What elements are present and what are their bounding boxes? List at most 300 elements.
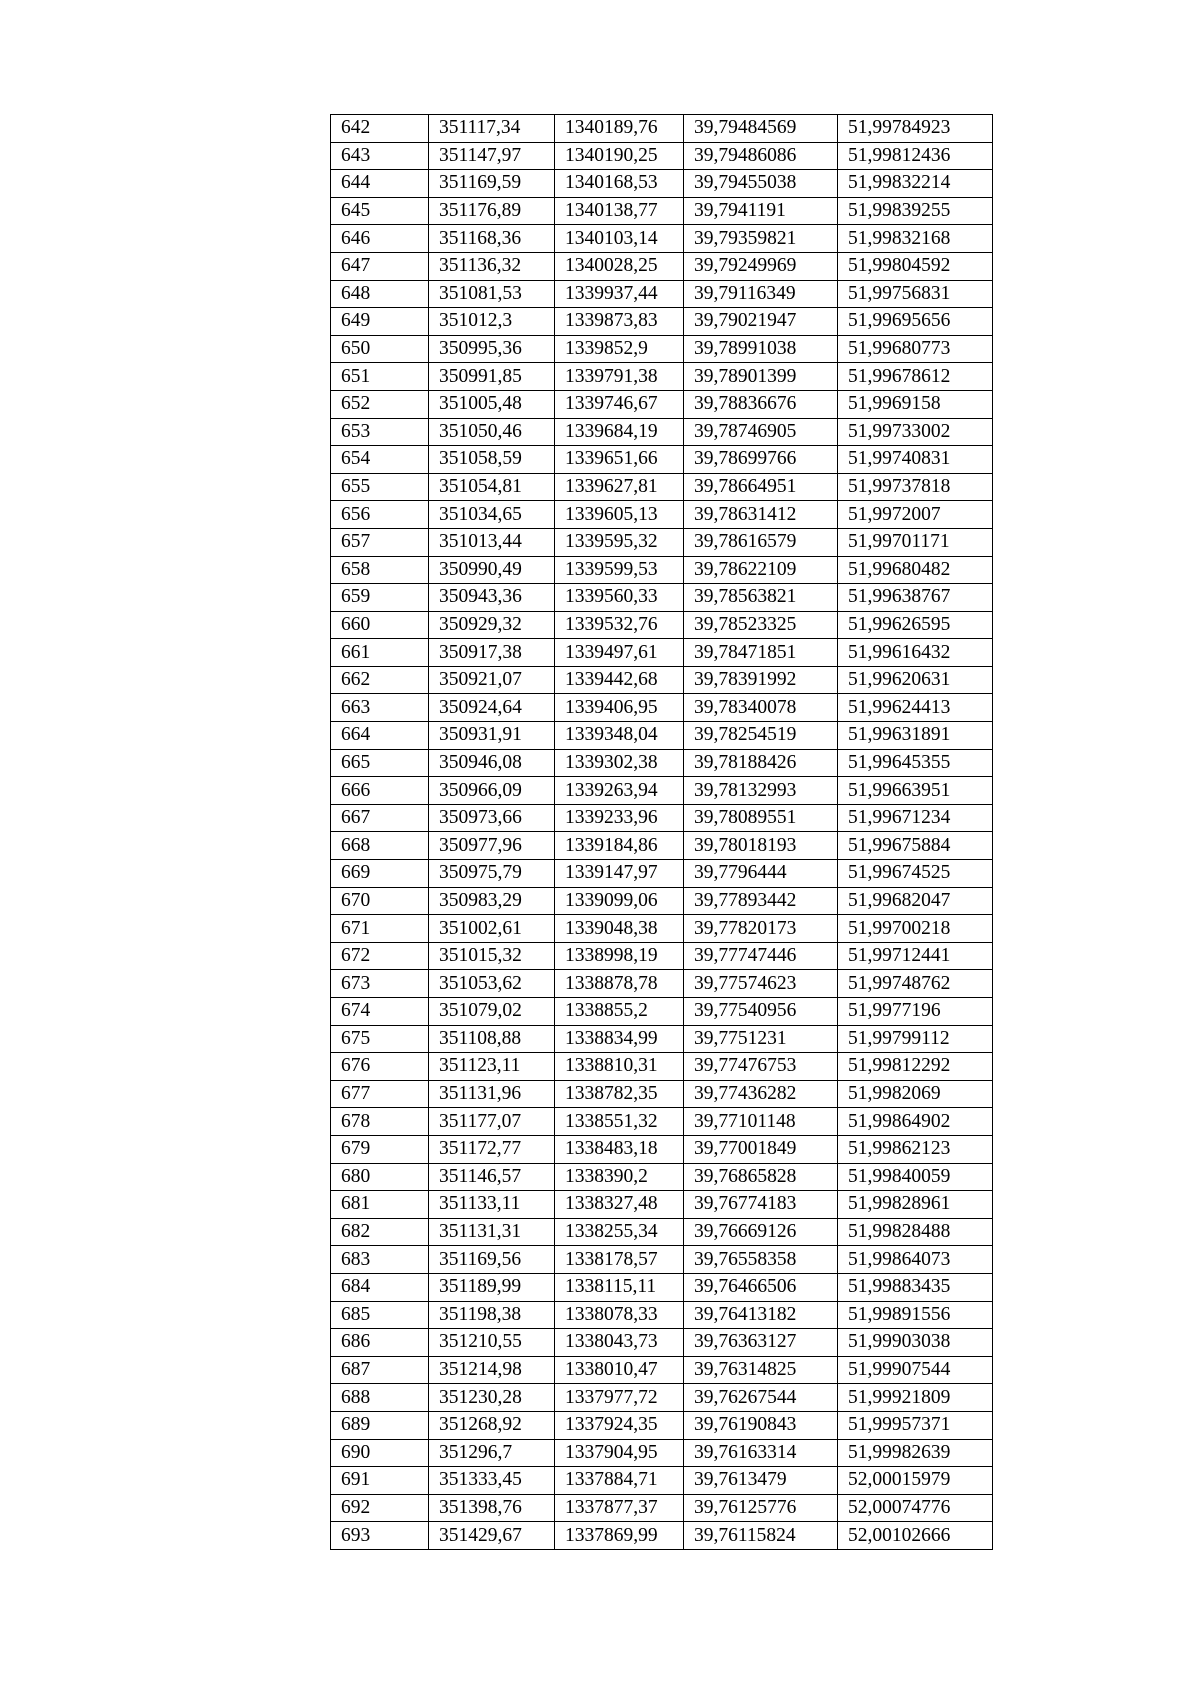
point-number-cell: 690 xyxy=(331,1439,429,1467)
table-row xyxy=(331,1384,993,1412)
longitude-cell: 39,78631412 xyxy=(684,501,838,529)
longitude-cell: 39,7751231 xyxy=(684,1025,838,1053)
table-row xyxy=(331,1135,993,1163)
latitude-cell: 52,00102666 xyxy=(838,1522,993,1550)
point-number-cell: 689 xyxy=(331,1411,429,1439)
table-row xyxy=(331,1494,993,1522)
point-number-cell: 678 xyxy=(331,1108,429,1136)
longitude-cell: 39,77101148 xyxy=(684,1108,838,1136)
longitude-cell: 39,78622109 xyxy=(684,556,838,584)
table-row xyxy=(331,418,993,446)
longitude-cell: 39,77001849 xyxy=(684,1135,838,1163)
point-number-cell: 646 xyxy=(331,225,429,253)
longitude-cell: 39,78132993 xyxy=(684,777,838,805)
latitude-cell: 51,99695656 xyxy=(838,308,993,336)
longitude-cell: 39,77820173 xyxy=(684,915,838,943)
y-coordinate-cell: 1339263,94 xyxy=(555,777,684,805)
latitude-cell: 51,99674525 xyxy=(838,860,993,888)
y-coordinate-cell: 1338390,2 xyxy=(555,1163,684,1191)
x-coordinate-cell: 351169,59 xyxy=(429,170,555,198)
x-coordinate-cell: 351133,11 xyxy=(429,1191,555,1219)
point-number-cell: 644 xyxy=(331,170,429,198)
y-coordinate-cell: 1338043,73 xyxy=(555,1329,684,1357)
latitude-cell: 51,99840059 xyxy=(838,1163,993,1191)
point-number-cell: 660 xyxy=(331,611,429,639)
point-number-cell: 691 xyxy=(331,1467,429,1495)
y-coordinate-cell: 1339560,33 xyxy=(555,584,684,612)
latitude-cell: 51,99616432 xyxy=(838,639,993,667)
y-coordinate-cell: 1339532,76 xyxy=(555,611,684,639)
longitude-cell: 39,77436282 xyxy=(684,1080,838,1108)
x-coordinate-cell: 351058,59 xyxy=(429,446,555,474)
y-coordinate-cell: 1340189,76 xyxy=(555,115,684,143)
longitude-cell: 39,79359821 xyxy=(684,225,838,253)
y-coordinate-cell: 1338782,35 xyxy=(555,1080,684,1108)
y-coordinate-cell: 1337924,35 xyxy=(555,1411,684,1439)
y-coordinate-cell: 1339791,38 xyxy=(555,363,684,391)
y-coordinate-cell: 1339627,81 xyxy=(555,473,684,501)
table-row xyxy=(331,777,993,805)
latitude-cell: 51,99671234 xyxy=(838,804,993,832)
longitude-cell: 39,76413182 xyxy=(684,1301,838,1329)
latitude-cell: 51,99784923 xyxy=(838,115,993,143)
table-row xyxy=(331,584,993,612)
table-row xyxy=(331,1467,993,1495)
x-coordinate-cell: 351131,96 xyxy=(429,1080,555,1108)
point-number-cell: 692 xyxy=(331,1494,429,1522)
table-row xyxy=(331,252,993,280)
point-number-cell: 663 xyxy=(331,694,429,722)
table-row xyxy=(331,666,993,694)
table-row xyxy=(331,722,993,750)
longitude-cell: 39,76774183 xyxy=(684,1191,838,1219)
point-number-cell: 677 xyxy=(331,1080,429,1108)
latitude-cell: 51,99626595 xyxy=(838,611,993,639)
y-coordinate-cell: 1340168,53 xyxy=(555,170,684,198)
latitude-cell: 51,99812292 xyxy=(838,1053,993,1081)
point-number-cell: 693 xyxy=(331,1522,429,1550)
x-coordinate-cell: 351429,67 xyxy=(429,1522,555,1550)
table-row xyxy=(331,501,993,529)
latitude-cell: 51,99828961 xyxy=(838,1191,993,1219)
x-coordinate-cell: 351123,11 xyxy=(429,1053,555,1081)
table-row xyxy=(331,115,993,143)
x-coordinate-cell: 350931,91 xyxy=(429,722,555,750)
latitude-cell: 51,99638767 xyxy=(838,584,993,612)
latitude-cell: 51,99740831 xyxy=(838,446,993,474)
longitude-cell: 39,76466506 xyxy=(684,1273,838,1301)
latitude-cell: 51,99804592 xyxy=(838,252,993,280)
point-number-cell: 682 xyxy=(331,1218,429,1246)
x-coordinate-cell: 350977,96 xyxy=(429,832,555,860)
x-coordinate-cell: 350991,85 xyxy=(429,363,555,391)
longitude-cell: 39,77574623 xyxy=(684,970,838,998)
y-coordinate-cell: 1339048,38 xyxy=(555,915,684,943)
latitude-cell: 51,9982069 xyxy=(838,1080,993,1108)
x-coordinate-cell: 351005,48 xyxy=(429,390,555,418)
y-coordinate-cell: 1338483,18 xyxy=(555,1135,684,1163)
x-coordinate-cell: 351015,32 xyxy=(429,942,555,970)
x-coordinate-cell: 351398,76 xyxy=(429,1494,555,1522)
point-number-cell: 672 xyxy=(331,942,429,970)
y-coordinate-cell: 1337977,72 xyxy=(555,1384,684,1412)
y-coordinate-cell: 1338551,32 xyxy=(555,1108,684,1136)
y-coordinate-cell: 1338115,11 xyxy=(555,1273,684,1301)
table-row xyxy=(331,860,993,888)
table-row xyxy=(331,390,993,418)
point-number-cell: 681 xyxy=(331,1191,429,1219)
point-number-cell: 642 xyxy=(331,115,429,143)
latitude-cell: 51,99921809 xyxy=(838,1384,993,1412)
table-row xyxy=(331,363,993,391)
latitude-cell: 51,99883435 xyxy=(838,1273,993,1301)
x-coordinate-cell: 350983,29 xyxy=(429,887,555,915)
point-number-cell: 662 xyxy=(331,666,429,694)
table-row xyxy=(331,1273,993,1301)
latitude-cell: 51,99891556 xyxy=(838,1301,993,1329)
y-coordinate-cell: 1339497,61 xyxy=(555,639,684,667)
latitude-cell: 52,00074776 xyxy=(838,1494,993,1522)
table-row xyxy=(331,197,993,225)
x-coordinate-cell: 350921,07 xyxy=(429,666,555,694)
latitude-cell: 51,99680482 xyxy=(838,556,993,584)
longitude-cell: 39,78089551 xyxy=(684,804,838,832)
longitude-cell: 39,78018193 xyxy=(684,832,838,860)
y-coordinate-cell: 1337904,95 xyxy=(555,1439,684,1467)
point-number-cell: 664 xyxy=(331,722,429,750)
table-row xyxy=(331,970,993,998)
y-coordinate-cell: 1338810,31 xyxy=(555,1053,684,1081)
y-coordinate-cell: 1340190,25 xyxy=(555,142,684,170)
point-number-cell: 688 xyxy=(331,1384,429,1412)
point-number-cell: 656 xyxy=(331,501,429,529)
y-coordinate-cell: 1338255,34 xyxy=(555,1218,684,1246)
table-row xyxy=(331,1411,993,1439)
x-coordinate-cell: 351053,62 xyxy=(429,970,555,998)
x-coordinate-cell: 351117,34 xyxy=(429,115,555,143)
x-coordinate-cell: 350973,66 xyxy=(429,804,555,832)
y-coordinate-cell: 1338327,48 xyxy=(555,1191,684,1219)
x-coordinate-cell: 350943,36 xyxy=(429,584,555,612)
table-row xyxy=(331,1218,993,1246)
point-number-cell: 665 xyxy=(331,749,429,777)
y-coordinate-cell: 1339684,19 xyxy=(555,418,684,446)
point-number-cell: 647 xyxy=(331,252,429,280)
latitude-cell: 51,99712441 xyxy=(838,942,993,970)
y-coordinate-cell: 1339302,38 xyxy=(555,749,684,777)
table-row xyxy=(331,1080,993,1108)
longitude-cell: 39,7613479 xyxy=(684,1467,838,1495)
y-coordinate-cell: 1339873,83 xyxy=(555,308,684,336)
longitude-cell: 39,76190843 xyxy=(684,1411,838,1439)
latitude-cell: 51,99700218 xyxy=(838,915,993,943)
y-coordinate-cell: 1340103,14 xyxy=(555,225,684,253)
longitude-cell: 39,76558358 xyxy=(684,1246,838,1274)
latitude-cell: 51,99624413 xyxy=(838,694,993,722)
longitude-cell: 39,78391992 xyxy=(684,666,838,694)
point-number-cell: 669 xyxy=(331,860,429,888)
x-coordinate-cell: 351050,46 xyxy=(429,418,555,446)
longitude-cell: 39,78616579 xyxy=(684,528,838,556)
x-coordinate-cell: 351176,89 xyxy=(429,197,555,225)
point-number-cell: 650 xyxy=(331,335,429,363)
table-row xyxy=(331,225,993,253)
x-coordinate-cell: 351296,7 xyxy=(429,1439,555,1467)
longitude-cell: 39,76115824 xyxy=(684,1522,838,1550)
latitude-cell: 51,99812436 xyxy=(838,142,993,170)
longitude-cell: 39,78471851 xyxy=(684,639,838,667)
latitude-cell: 51,99832168 xyxy=(838,225,993,253)
table-row xyxy=(331,749,993,777)
y-coordinate-cell: 1338855,2 xyxy=(555,998,684,1026)
point-number-cell: 654 xyxy=(331,446,429,474)
x-coordinate-cell: 351131,31 xyxy=(429,1218,555,1246)
longitude-cell: 39,78664951 xyxy=(684,473,838,501)
table-row xyxy=(331,170,993,198)
longitude-cell: 39,7941191 xyxy=(684,197,838,225)
table-row xyxy=(331,1025,993,1053)
latitude-cell: 51,99663951 xyxy=(838,777,993,805)
x-coordinate-cell: 351177,07 xyxy=(429,1108,555,1136)
point-number-cell: 645 xyxy=(331,197,429,225)
table-row xyxy=(331,1522,993,1550)
latitude-cell: 51,99675884 xyxy=(838,832,993,860)
y-coordinate-cell: 1339233,96 xyxy=(555,804,684,832)
longitude-cell: 39,76669126 xyxy=(684,1218,838,1246)
y-coordinate-cell: 1339184,86 xyxy=(555,832,684,860)
x-coordinate-cell: 351013,44 xyxy=(429,528,555,556)
point-number-cell: 674 xyxy=(331,998,429,1026)
point-number-cell: 661 xyxy=(331,639,429,667)
latitude-cell: 51,99620631 xyxy=(838,666,993,694)
y-coordinate-cell: 1337877,37 xyxy=(555,1494,684,1522)
table-row xyxy=(331,942,993,970)
longitude-cell: 39,76865828 xyxy=(684,1163,838,1191)
latitude-cell: 51,99903038 xyxy=(838,1329,993,1357)
x-coordinate-cell: 351169,56 xyxy=(429,1246,555,1274)
longitude-cell: 39,78991038 xyxy=(684,335,838,363)
x-coordinate-cell: 350995,36 xyxy=(429,335,555,363)
table-row xyxy=(331,1356,993,1384)
longitude-cell: 39,78563821 xyxy=(684,584,838,612)
table-row xyxy=(331,887,993,915)
latitude-cell: 51,99631891 xyxy=(838,722,993,750)
longitude-cell: 39,77893442 xyxy=(684,887,838,915)
latitude-cell: 51,99756831 xyxy=(838,280,993,308)
longitude-cell: 39,78699766 xyxy=(684,446,838,474)
latitude-cell: 51,99682047 xyxy=(838,887,993,915)
longitude-cell: 39,77476753 xyxy=(684,1053,838,1081)
latitude-cell: 51,99982639 xyxy=(838,1439,993,1467)
latitude-cell: 51,99864073 xyxy=(838,1246,993,1274)
latitude-cell: 51,99701171 xyxy=(838,528,993,556)
table-row xyxy=(331,280,993,308)
point-number-cell: 683 xyxy=(331,1246,429,1274)
point-number-cell: 670 xyxy=(331,887,429,915)
point-number-cell: 673 xyxy=(331,970,429,998)
point-number-cell: 687 xyxy=(331,1356,429,1384)
latitude-cell: 51,99832214 xyxy=(838,170,993,198)
longitude-cell: 39,79455038 xyxy=(684,170,838,198)
table-row xyxy=(331,611,993,639)
x-coordinate-cell: 350929,32 xyxy=(429,611,555,639)
point-number-cell: 671 xyxy=(331,915,429,943)
table-row xyxy=(331,1191,993,1219)
table-row xyxy=(331,1053,993,1081)
table-row xyxy=(331,142,993,170)
point-number-cell: 659 xyxy=(331,584,429,612)
longitude-cell: 39,77540956 xyxy=(684,998,838,1026)
y-coordinate-cell: 1337884,71 xyxy=(555,1467,684,1495)
point-number-cell: 651 xyxy=(331,363,429,391)
y-coordinate-cell: 1338834,99 xyxy=(555,1025,684,1053)
latitude-cell: 51,99828488 xyxy=(838,1218,993,1246)
longitude-cell: 39,76163314 xyxy=(684,1439,838,1467)
x-coordinate-cell: 351268,92 xyxy=(429,1411,555,1439)
x-coordinate-cell: 351172,77 xyxy=(429,1135,555,1163)
longitude-cell: 39,78523325 xyxy=(684,611,838,639)
longitude-cell: 39,76363127 xyxy=(684,1329,838,1357)
y-coordinate-cell: 1339605,13 xyxy=(555,501,684,529)
point-number-cell: 643 xyxy=(331,142,429,170)
x-coordinate-cell: 350924,64 xyxy=(429,694,555,722)
point-number-cell: 685 xyxy=(331,1301,429,1329)
latitude-cell: 51,99864902 xyxy=(838,1108,993,1136)
latitude-cell: 51,99839255 xyxy=(838,197,993,225)
y-coordinate-cell: 1339147,97 xyxy=(555,860,684,888)
longitude-cell: 39,78188426 xyxy=(684,749,838,777)
coordinates-table-body xyxy=(331,115,993,1550)
y-coordinate-cell: 1339599,53 xyxy=(555,556,684,584)
table-row xyxy=(331,335,993,363)
longitude-cell: 39,78340078 xyxy=(684,694,838,722)
y-coordinate-cell: 1338998,19 xyxy=(555,942,684,970)
y-coordinate-cell: 1338010,47 xyxy=(555,1356,684,1384)
longitude-cell: 39,78254519 xyxy=(684,722,838,750)
table-row xyxy=(331,832,993,860)
latitude-cell: 51,99799112 xyxy=(838,1025,993,1053)
longitude-cell: 39,78836676 xyxy=(684,390,838,418)
y-coordinate-cell: 1339099,06 xyxy=(555,887,684,915)
table-row xyxy=(331,446,993,474)
longitude-cell: 39,7796444 xyxy=(684,860,838,888)
point-number-cell: 668 xyxy=(331,832,429,860)
y-coordinate-cell: 1337869,99 xyxy=(555,1522,684,1550)
y-coordinate-cell: 1339595,32 xyxy=(555,528,684,556)
point-number-cell: 667 xyxy=(331,804,429,832)
y-coordinate-cell: 1339651,66 xyxy=(555,446,684,474)
x-coordinate-cell: 351108,88 xyxy=(429,1025,555,1053)
point-number-cell: 658 xyxy=(331,556,429,584)
x-coordinate-cell: 350917,38 xyxy=(429,639,555,667)
latitude-cell: 51,99737818 xyxy=(838,473,993,501)
longitude-cell: 39,78901399 xyxy=(684,363,838,391)
x-coordinate-cell: 351136,32 xyxy=(429,252,555,280)
latitude-cell: 51,9977196 xyxy=(838,998,993,1026)
longitude-cell: 39,79486086 xyxy=(684,142,838,170)
point-number-cell: 686 xyxy=(331,1329,429,1357)
longitude-cell: 39,76125776 xyxy=(684,1494,838,1522)
table-row xyxy=(331,694,993,722)
table-row xyxy=(331,1329,993,1357)
y-coordinate-cell: 1339852,9 xyxy=(555,335,684,363)
x-coordinate-cell: 351189,99 xyxy=(429,1273,555,1301)
table-row xyxy=(331,308,993,336)
point-number-cell: 676 xyxy=(331,1053,429,1081)
x-coordinate-cell: 351230,28 xyxy=(429,1384,555,1412)
point-number-cell: 684 xyxy=(331,1273,429,1301)
point-number-cell: 679 xyxy=(331,1135,429,1163)
y-coordinate-cell: 1340028,25 xyxy=(555,252,684,280)
latitude-cell: 51,99957371 xyxy=(838,1411,993,1439)
x-coordinate-cell: 351198,38 xyxy=(429,1301,555,1329)
x-coordinate-cell: 351034,65 xyxy=(429,501,555,529)
point-number-cell: 653 xyxy=(331,418,429,446)
latitude-cell: 51,99680773 xyxy=(838,335,993,363)
x-coordinate-cell: 351147,97 xyxy=(429,142,555,170)
latitude-cell: 51,9969158 xyxy=(838,390,993,418)
longitude-cell: 39,79021947 xyxy=(684,308,838,336)
y-coordinate-cell: 1338178,57 xyxy=(555,1246,684,1274)
longitude-cell: 39,79116349 xyxy=(684,280,838,308)
table-row xyxy=(331,998,993,1026)
x-coordinate-cell: 351002,61 xyxy=(429,915,555,943)
longitude-cell: 39,79484569 xyxy=(684,115,838,143)
x-coordinate-cell: 351146,57 xyxy=(429,1163,555,1191)
y-coordinate-cell: 1340138,77 xyxy=(555,197,684,225)
y-coordinate-cell: 1339348,04 xyxy=(555,722,684,750)
x-coordinate-cell: 351168,36 xyxy=(429,225,555,253)
x-coordinate-cell: 351012,3 xyxy=(429,308,555,336)
y-coordinate-cell: 1338878,78 xyxy=(555,970,684,998)
longitude-cell: 39,76267544 xyxy=(684,1384,838,1412)
point-number-cell: 680 xyxy=(331,1163,429,1191)
coordinates-table xyxy=(330,114,993,1550)
latitude-cell: 51,9972007 xyxy=(838,501,993,529)
x-coordinate-cell: 351081,53 xyxy=(429,280,555,308)
x-coordinate-cell: 350966,09 xyxy=(429,777,555,805)
latitude-cell: 51,99907544 xyxy=(838,1356,993,1384)
latitude-cell: 51,99733002 xyxy=(838,418,993,446)
x-coordinate-cell: 351054,81 xyxy=(429,473,555,501)
point-number-cell: 652 xyxy=(331,390,429,418)
table-row xyxy=(331,1163,993,1191)
point-number-cell: 655 xyxy=(331,473,429,501)
x-coordinate-cell: 350946,08 xyxy=(429,749,555,777)
table-row xyxy=(331,556,993,584)
y-coordinate-cell: 1339442,68 xyxy=(555,666,684,694)
table-row xyxy=(331,473,993,501)
longitude-cell: 39,79249969 xyxy=(684,252,838,280)
y-coordinate-cell: 1339406,95 xyxy=(555,694,684,722)
longitude-cell: 39,77747446 xyxy=(684,942,838,970)
x-coordinate-cell: 351079,02 xyxy=(429,998,555,1026)
point-number-cell: 675 xyxy=(331,1025,429,1053)
table-row xyxy=(331,528,993,556)
latitude-cell: 51,99645355 xyxy=(838,749,993,777)
latitude-cell: 52,00015979 xyxy=(838,1467,993,1495)
y-coordinate-cell: 1339937,44 xyxy=(555,280,684,308)
point-number-cell: 648 xyxy=(331,280,429,308)
table-row xyxy=(331,1108,993,1136)
x-coordinate-cell: 351210,55 xyxy=(429,1329,555,1357)
point-number-cell: 657 xyxy=(331,528,429,556)
x-coordinate-cell: 350975,79 xyxy=(429,860,555,888)
y-coordinate-cell: 1338078,33 xyxy=(555,1301,684,1329)
latitude-cell: 51,99678612 xyxy=(838,363,993,391)
point-number-cell: 666 xyxy=(331,777,429,805)
latitude-cell: 51,99862123 xyxy=(838,1135,993,1163)
